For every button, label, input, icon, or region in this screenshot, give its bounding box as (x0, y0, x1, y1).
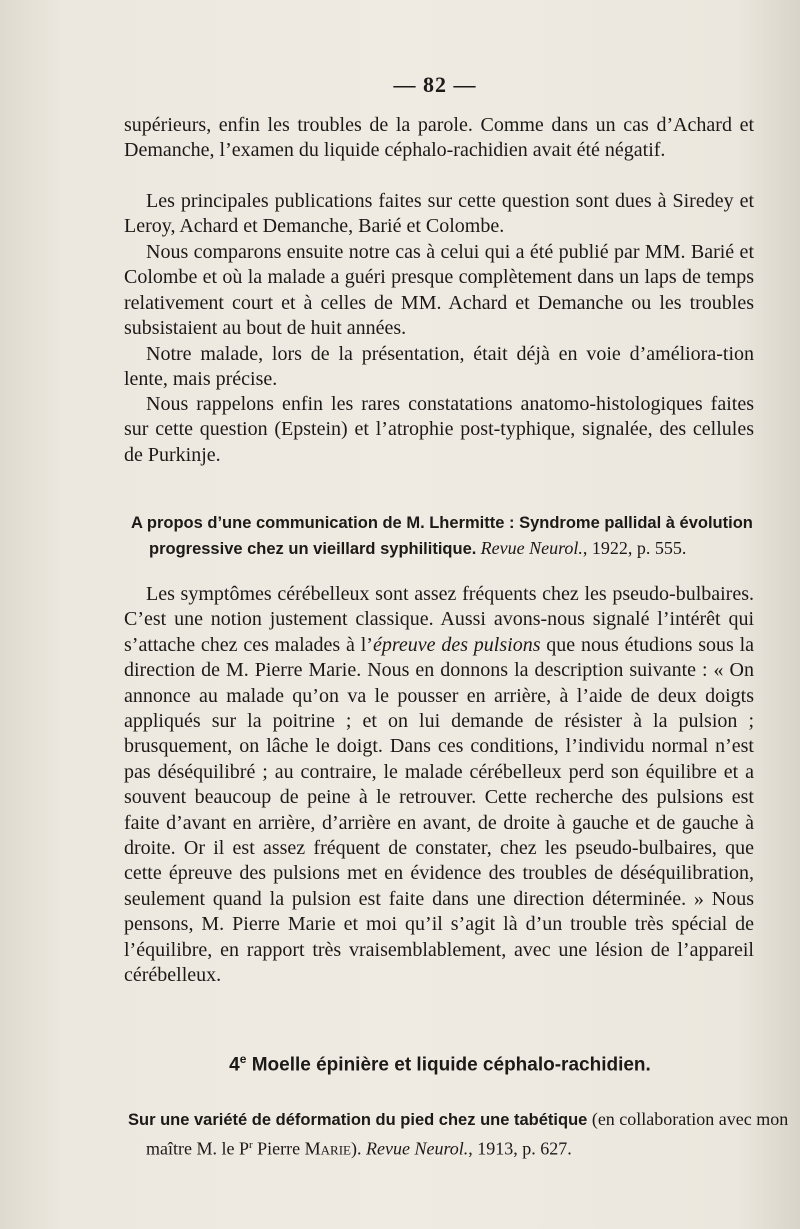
reference-cite-c: ). (350, 1138, 366, 1159)
pulsions-italic: épreuve des pulsions (372, 633, 541, 656)
paragraph-continuation: supérieurs, enfin les troubles de la parole. Comme dans un cas d’Achard et Demanche, l’examen du liquide céphalo-rachidien avait été négatif. (124, 114, 754, 162)
paragraph-publications: Les principales publications faites sur cette question sont dues à Siredey et Leroy, Achard et Demanche, Barié et Colombe. (124, 190, 754, 238)
reference-journal: Revue Neurol. (365, 1138, 469, 1159)
reference-tabetique (128, 1107, 800, 1162)
pulsions-text-b: que nous étudions sous la direction de M. Pierre Marie. Nous en donnons la description suivante : « On annonce au malade qu’on va le pousser en arrière, à l’aide de deux doigts appliqués sur la poitrine ; et on lui demande de résister à la pulsion ; brusquement, on lâche le doigt. Dans ces conditions, l’individu normal n’est pas déséquilibré ; au contraire, le malade cérébelleux perd son équilibre et a souvent beaucoup de peine à le retrouver. Cette recherche des pulsions est faite d’avant en arrière, d’arrière en avant, de droite à gauche et de gauche à droite. Or il est assez fréquent de constater, chez les pseudo-bulbaires, que cette épreuve des pulsions met en évidence des troubles de déséquilibration, seulement quand la pulsion est faite dans une direction déterminée. » Nous pensons, M. Pierre Marie et moi qu’il s’agit là d’un trouble très spécial de l’équilibre, en rapport très vraisemblablement, avec une lésion de l’appareil cérébelleux. (124, 633, 755, 987)
reference-year: , 1913, p. 627. (468, 1138, 572, 1159)
reference-title: A propos d’une communication de M. Lhermitte : Syndrome pallidal à évolution progressive chez un vieillard syphilitique. (131, 514, 753, 558)
paragraph-pulsions (124, 582, 754, 989)
page-number: — 82 — (393, 72, 477, 97)
paragraph-anatomy: Nous rappelons enfin les rares constatations anatomo-histologiques faites sur cette question (Epstein) et l’atrophie post-typhique, signalée, des cellules de Purkinje. (124, 393, 754, 466)
paragraph-comparison: Nous comparons ensuite notre cas à celui qui a été publié par MM. Barié et Colombe et où la malade a guéri presque complètement dans un laps de temps relativement court et à celles de MM. Achard et Demanche ou les troubles subsistaient au bout de huit années. (124, 241, 754, 340)
reference-cite-b: Pierre (252, 1138, 305, 1159)
section-superscript: e (239, 1052, 247, 1066)
section-heading (0, 1052, 800, 1076)
reference-author-name: Marie (304, 1138, 351, 1159)
reference-year: , 1922, p. 555. (582, 538, 687, 558)
section-title: Moelle épinière et liquide céphalo-rachidien. (246, 1054, 651, 1076)
reference-lhermitte (131, 510, 789, 562)
reference-journal: Revue Neurol. (480, 538, 583, 558)
section-number: 4 (229, 1054, 240, 1076)
reference-cite-sup: r (248, 1139, 253, 1151)
reference-cite-a: (en collaboration avec mon maître M. le P (146, 1109, 789, 1159)
pulsions-text-a: Les symptômes cérébelleux sont assez fréquents chez les pseudo-bulbaires. C’est une notion justement classique. Aussi avons-nous signalé l’intérêt qui s’attache chez ces malades à l’ (124, 583, 754, 656)
reference-title: Sur une variété de déformation du pied chez une tabétique (128, 1111, 588, 1129)
paragraph-patient: Notre malade, lors de la présentation, était déjà en voie d’améliora-tion lente, mais précise. (124, 343, 754, 391)
